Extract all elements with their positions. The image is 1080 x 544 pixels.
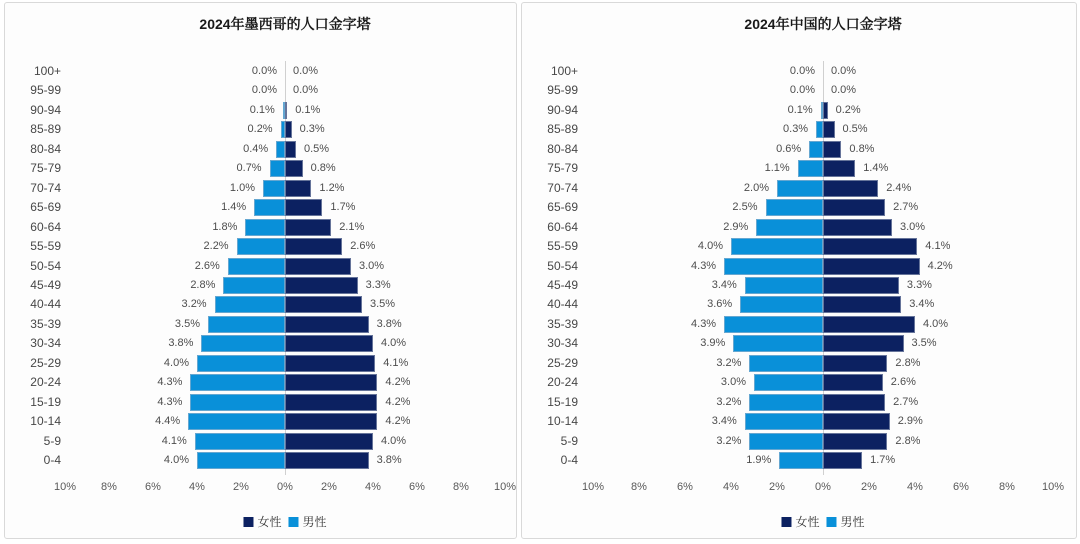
- pyramid-plot: [522, 3, 1076, 538]
- x-axis-tick-label: 8%: [101, 481, 117, 493]
- male-value-label: 2.8%: [190, 278, 216, 291]
- chart-title: 2024年墨西哥的人口金字塔: [199, 16, 371, 32]
- pyramid-row: [522, 120, 1076, 139]
- female-value-label: 4.2%: [927, 259, 953, 272]
- x-axis-tick-label: 6%: [953, 481, 969, 493]
- female-value-label: 0.8%: [310, 162, 336, 175]
- age-group-label: 35-39: [547, 316, 578, 331]
- pyramid-row: [5, 81, 516, 100]
- pyramid-row: [522, 334, 1076, 353]
- male-bar: [190, 394, 285, 411]
- male-legend-swatch: [827, 517, 837, 527]
- age-group-label: 20-24: [547, 375, 578, 390]
- female-bar: [823, 413, 890, 430]
- x-axis-tick-label: 4%: [723, 481, 739, 493]
- age-group-label: 5-9: [43, 433, 61, 448]
- female-value-label: 3.5%: [911, 337, 937, 350]
- female-bar: [823, 355, 887, 372]
- age-group-label: 85-89: [30, 122, 61, 137]
- female-bar: [285, 335, 373, 352]
- female-value-label: 4.0%: [923, 317, 949, 330]
- female-bar: [285, 258, 351, 275]
- age-group-label: 65-69: [547, 200, 578, 215]
- age-group-label: 30-34: [30, 336, 61, 351]
- female-bar: [823, 433, 887, 450]
- pyramid-row: [5, 159, 516, 178]
- age-group-label: 40-44: [547, 297, 578, 312]
- age-group-label: 90-94: [547, 102, 578, 117]
- female-bar: [823, 238, 917, 255]
- male-bar: [195, 433, 285, 450]
- female-value-label: 1.4%: [863, 162, 889, 175]
- male-bar: [245, 219, 285, 236]
- male-value-label: 3.8%: [168, 337, 194, 350]
- female-value-label: 0.0%: [293, 65, 319, 77]
- x-axis-tick-label: 10%: [493, 481, 517, 493]
- male-value-label: 2.9%: [723, 220, 749, 233]
- female-value-label: 0.0%: [831, 65, 857, 77]
- pyramid-row: [5, 140, 516, 159]
- pyramid-row: [5, 354, 516, 373]
- chart-panel-china: [521, 2, 1077, 539]
- male-value-label: 3.6%: [707, 298, 733, 311]
- pyramid-row: [522, 276, 1076, 295]
- female-value-label: 1.7%: [870, 454, 896, 466]
- male-value-label: 4.0%: [163, 356, 189, 369]
- female-legend-label: 女性: [795, 515, 820, 529]
- age-group-label: 0-4: [560, 453, 578, 467]
- male-bar: [724, 316, 823, 333]
- female-value-label: 4.0%: [381, 434, 407, 447]
- age-group-label: 25-29: [30, 355, 61, 370]
- male-value-label: 3.2%: [716, 356, 742, 369]
- male-bar: [197, 452, 285, 469]
- female-bar: [285, 433, 373, 450]
- age-group-label: 60-64: [547, 219, 578, 234]
- legend: [781, 513, 864, 530]
- female-bar: [823, 452, 862, 469]
- age-group-label: 60-64: [30, 219, 61, 234]
- female-bar: [285, 413, 377, 430]
- female-value-label: 3.8%: [376, 317, 402, 330]
- male-value-label: 3.2%: [181, 298, 207, 311]
- x-axis-tick-label: 8%: [453, 481, 469, 493]
- male-value-label: 4.1%: [161, 434, 187, 447]
- pyramid-row: [522, 62, 1076, 81]
- female-bar: [285, 296, 362, 313]
- female-value-label: 3.3%: [365, 278, 391, 291]
- age-group-label: 15-19: [547, 394, 578, 409]
- female-bar: [823, 121, 835, 138]
- female-legend-swatch: [781, 517, 791, 527]
- female-bar: [823, 258, 920, 275]
- female-value-label: 0.3%: [299, 123, 325, 136]
- legend: [243, 513, 326, 530]
- male-value-label: 0.7%: [236, 162, 262, 175]
- male-bar: [254, 199, 285, 216]
- x-axis-tick-label: 4%: [189, 481, 205, 493]
- pyramid-row: [522, 315, 1076, 334]
- female-bar: [285, 219, 331, 236]
- female-value-label: 3.8%: [376, 454, 402, 466]
- pyramid-row: [5, 373, 516, 392]
- female-value-label: 2.1%: [339, 220, 365, 233]
- male-value-label: 4.3%: [157, 376, 183, 389]
- age-group-label: 70-74: [30, 180, 61, 195]
- female-bar: [823, 219, 892, 236]
- male-bar: [188, 413, 285, 430]
- female-value-label: 1.2%: [319, 181, 345, 194]
- male-value-label: 3.4%: [711, 278, 737, 291]
- female-value-label: 0.2%: [835, 103, 861, 116]
- x-axis-tick-label: 10%: [53, 481, 77, 493]
- male-bar: [276, 141, 285, 158]
- x-axis-tick-label: 2%: [321, 481, 337, 493]
- female-value-label: 3.0%: [359, 259, 385, 272]
- male-value-label: 4.0%: [163, 454, 189, 466]
- age-group-label: 80-84: [547, 141, 578, 156]
- age-group-label: 100+: [550, 64, 578, 78]
- male-value-label: 0.4%: [243, 142, 269, 155]
- male-value-label: 3.5%: [174, 317, 200, 330]
- age-group-label: 0-4: [43, 453, 61, 467]
- male-bar: [223, 277, 285, 294]
- male-value-label: 0.0%: [789, 84, 815, 97]
- age-group-label: 30-34: [547, 336, 578, 351]
- male-value-label: 4.3%: [157, 395, 183, 408]
- pyramid-row: [5, 62, 516, 81]
- male-bar: [754, 374, 823, 391]
- age-group-label: 95-99: [30, 83, 61, 98]
- male-legend-label: 男性: [840, 515, 865, 529]
- male-bar: [237, 238, 285, 255]
- male-value-label: 2.5%: [732, 201, 758, 214]
- female-value-label: 4.2%: [385, 376, 411, 389]
- age-group-label: 10-14: [547, 414, 578, 429]
- female-value-label: 1.7%: [330, 201, 356, 214]
- legend-item-male: [827, 513, 865, 530]
- female-bar: [285, 452, 369, 469]
- male-value-label: 4.0%: [697, 240, 723, 253]
- pyramid-row: [522, 354, 1076, 373]
- male-bar: [779, 452, 823, 469]
- pyramid-row: [5, 432, 516, 451]
- chart-title: 2024年中国的人口金字塔: [744, 16, 902, 32]
- female-legend-label: 女性: [257, 515, 282, 529]
- female-bar: [823, 374, 883, 391]
- pyramid-row: [522, 393, 1076, 412]
- male-legend-label: 男性: [302, 515, 327, 529]
- male-bar: [766, 199, 824, 216]
- male-value-label: 0.3%: [783, 123, 809, 136]
- age-group-label: 65-69: [30, 200, 61, 215]
- female-legend-swatch: [243, 517, 253, 527]
- male-value-label: 0.0%: [251, 84, 277, 97]
- age-group-label: 20-24: [30, 375, 61, 390]
- male-value-label: 3.2%: [716, 395, 742, 408]
- female-value-label: 4.1%: [383, 356, 409, 369]
- pyramid-row: [5, 218, 516, 237]
- age-group-label: 50-54: [547, 258, 578, 273]
- female-value-label: 0.5%: [304, 142, 330, 155]
- pyramid-row: [5, 393, 516, 412]
- pyramid-row: [522, 373, 1076, 392]
- x-axis-tick-label: 2%: [769, 481, 785, 493]
- pyramid-row: [522, 432, 1076, 451]
- age-group-label: 25-29: [547, 355, 578, 370]
- pyramid-row: [5, 101, 516, 120]
- male-value-label: 1.4%: [221, 201, 247, 214]
- age-group-label: 70-74: [547, 180, 578, 195]
- female-bar: [285, 277, 358, 294]
- male-bar: [740, 296, 823, 313]
- female-value-label: 3.5%: [370, 298, 396, 311]
- female-bar: [285, 102, 287, 119]
- x-axis-tick-label: 6%: [145, 481, 161, 493]
- female-bar: [823, 277, 899, 294]
- male-value-label: 1.9%: [746, 454, 772, 466]
- male-bar: [777, 180, 823, 197]
- male-value-label: 0.6%: [776, 142, 802, 155]
- male-value-label: 4.4%: [155, 415, 181, 428]
- female-bar: [285, 160, 303, 177]
- female-value-label: 2.7%: [893, 395, 919, 408]
- male-bar: [228, 258, 285, 275]
- female-bar: [823, 394, 885, 411]
- age-group-label: 75-79: [547, 161, 578, 176]
- female-bar: [285, 374, 377, 391]
- male-legend-swatch: [289, 517, 299, 527]
- pyramid-row: [5, 315, 516, 334]
- male-bar: [749, 394, 823, 411]
- male-value-label: 4.3%: [691, 317, 717, 330]
- pyramid-row: [522, 295, 1076, 314]
- x-axis-tick-label: 8%: [999, 481, 1015, 493]
- male-bar: [215, 296, 285, 313]
- female-value-label: 2.6%: [890, 376, 916, 389]
- female-value-label: 2.4%: [886, 181, 912, 194]
- age-group-label: 35-39: [30, 316, 61, 331]
- x-axis-tick-label: 10%: [1041, 481, 1065, 493]
- male-value-label: 2.2%: [203, 240, 229, 253]
- male-value-label: 4.3%: [691, 259, 717, 272]
- female-value-label: 3.3%: [906, 278, 932, 291]
- female-value-label: 4.2%: [385, 415, 411, 428]
- age-group-label: 100+: [33, 64, 61, 78]
- male-bar: [201, 335, 285, 352]
- pyramid-row: [522, 198, 1076, 217]
- pyramid-row: [522, 140, 1076, 159]
- female-bar: [823, 141, 841, 158]
- age-group-label: 15-19: [30, 394, 61, 409]
- age-group-label: 85-89: [547, 122, 578, 137]
- female-value-label: 3.0%: [900, 220, 926, 233]
- male-bar: [270, 160, 285, 177]
- pyramid-row: [522, 451, 1076, 470]
- pyramid-row: [5, 334, 516, 353]
- male-bar: [731, 238, 823, 255]
- female-bar: [285, 355, 375, 372]
- female-value-label: 4.1%: [925, 240, 951, 253]
- pyramid-row: [5, 295, 516, 314]
- age-group-label: 75-79: [30, 161, 61, 176]
- age-group-label: 95-99: [547, 83, 578, 98]
- pyramid-row: [522, 412, 1076, 431]
- x-axis-tick-label: 10%: [581, 481, 605, 493]
- pyramid-row: [522, 237, 1076, 256]
- pyramid-row: [522, 101, 1076, 120]
- female-value-label: 2.8%: [895, 434, 921, 447]
- male-bar: [809, 141, 823, 158]
- male-value-label: 2.6%: [194, 259, 220, 272]
- x-axis-tick-label: 6%: [409, 481, 425, 493]
- female-value-label: 0.5%: [842, 123, 868, 136]
- female-value-label: 0.8%: [849, 142, 875, 155]
- female-bar: [285, 316, 369, 333]
- female-bar: [823, 102, 828, 119]
- female-value-label: 0.0%: [831, 84, 857, 97]
- male-value-label: 1.1%: [764, 162, 790, 175]
- female-bar: [285, 121, 292, 138]
- x-axis-tick-label: 0%: [277, 481, 293, 493]
- pyramid-row: [5, 257, 516, 276]
- pyramid-row: [5, 120, 516, 139]
- age-group-label: 45-49: [30, 277, 61, 292]
- pyramid-row: [522, 218, 1076, 237]
- male-bar: [798, 160, 823, 177]
- male-bar: [745, 413, 823, 430]
- male-value-label: 0.0%: [251, 65, 277, 77]
- female-bar: [823, 335, 904, 352]
- x-axis-tick-label: 2%: [233, 481, 249, 493]
- pyramid-row: [522, 81, 1076, 100]
- male-value-label: 2.0%: [743, 181, 769, 194]
- male-value-label: 1.8%: [212, 220, 238, 233]
- female-bar: [285, 141, 296, 158]
- male-bar: [733, 335, 823, 352]
- x-axis-tick-label: 4%: [365, 481, 381, 493]
- male-value-label: 1.0%: [229, 181, 255, 194]
- male-value-label: 3.0%: [720, 376, 746, 389]
- male-bar: [263, 180, 285, 197]
- female-value-label: 2.7%: [893, 201, 919, 214]
- pyramid-row: [5, 276, 516, 295]
- male-value-label: 0.1%: [249, 103, 275, 116]
- legend-item-female: [243, 513, 281, 530]
- male-bar: [749, 355, 823, 372]
- x-axis-tick-label: 4%: [907, 481, 923, 493]
- age-group-label: 80-84: [30, 141, 61, 156]
- male-value-label: 3.2%: [716, 434, 742, 447]
- legend-item-male: [289, 513, 327, 530]
- male-bar: [749, 433, 823, 450]
- pyramid-row: [5, 451, 516, 470]
- female-value-label: 2.9%: [897, 415, 923, 428]
- chart-panel-mexico: [4, 2, 517, 539]
- age-group-label: 40-44: [30, 297, 61, 312]
- male-bar: [724, 258, 823, 275]
- male-bar: [745, 277, 823, 294]
- female-value-label: 4.2%: [385, 395, 411, 408]
- x-axis-tick-label: 2%: [861, 481, 877, 493]
- female-value-label: 2.8%: [895, 356, 921, 369]
- age-group-label: 55-59: [30, 239, 61, 254]
- female-bar: [285, 199, 322, 216]
- female-bar: [285, 180, 311, 197]
- male-bar: [756, 219, 823, 236]
- male-value-label: 3.4%: [711, 415, 737, 428]
- x-axis-tick-label: 8%: [631, 481, 647, 493]
- male-value-label: 0.2%: [247, 123, 273, 136]
- female-bar: [285, 394, 377, 411]
- male-bar: [208, 316, 285, 333]
- pyramid-row: [5, 179, 516, 198]
- female-value-label: 3.4%: [909, 298, 935, 311]
- female-bar: [823, 160, 855, 177]
- pyramid-row: [5, 237, 516, 256]
- female-value-label: 0.0%: [293, 84, 319, 97]
- pyramid-row: [522, 159, 1076, 178]
- age-group-label: 55-59: [547, 239, 578, 254]
- pyramid-row: [5, 412, 516, 431]
- female-bar: [823, 316, 915, 333]
- age-group-label: 50-54: [30, 258, 61, 273]
- legend-item-female: [781, 513, 819, 530]
- male-bar: [190, 374, 285, 391]
- male-value-label: 0.0%: [789, 65, 815, 77]
- x-axis-tick-label: 6%: [677, 481, 693, 493]
- male-value-label: 3.9%: [700, 337, 726, 350]
- female-bar: [285, 238, 342, 255]
- female-value-label: 0.1%: [295, 103, 321, 116]
- pyramid-row: [522, 257, 1076, 276]
- male-bar: [197, 355, 285, 372]
- female-bar: [823, 296, 901, 313]
- male-bar: [816, 121, 823, 138]
- pyramid-row: [522, 179, 1076, 198]
- age-group-label: 10-14: [30, 414, 61, 429]
- pyramid-plot: [5, 3, 516, 538]
- male-value-label: 0.1%: [787, 103, 813, 116]
- age-group-label: 90-94: [30, 102, 61, 117]
- female-value-label: 2.6%: [350, 240, 376, 253]
- pyramid-row: [5, 198, 516, 217]
- age-group-label: 5-9: [560, 433, 578, 448]
- female-bar: [823, 199, 885, 216]
- x-axis-tick-label: 0%: [815, 481, 831, 493]
- female-bar: [823, 180, 878, 197]
- female-value-label: 4.0%: [381, 337, 407, 350]
- age-group-label: 45-49: [547, 277, 578, 292]
